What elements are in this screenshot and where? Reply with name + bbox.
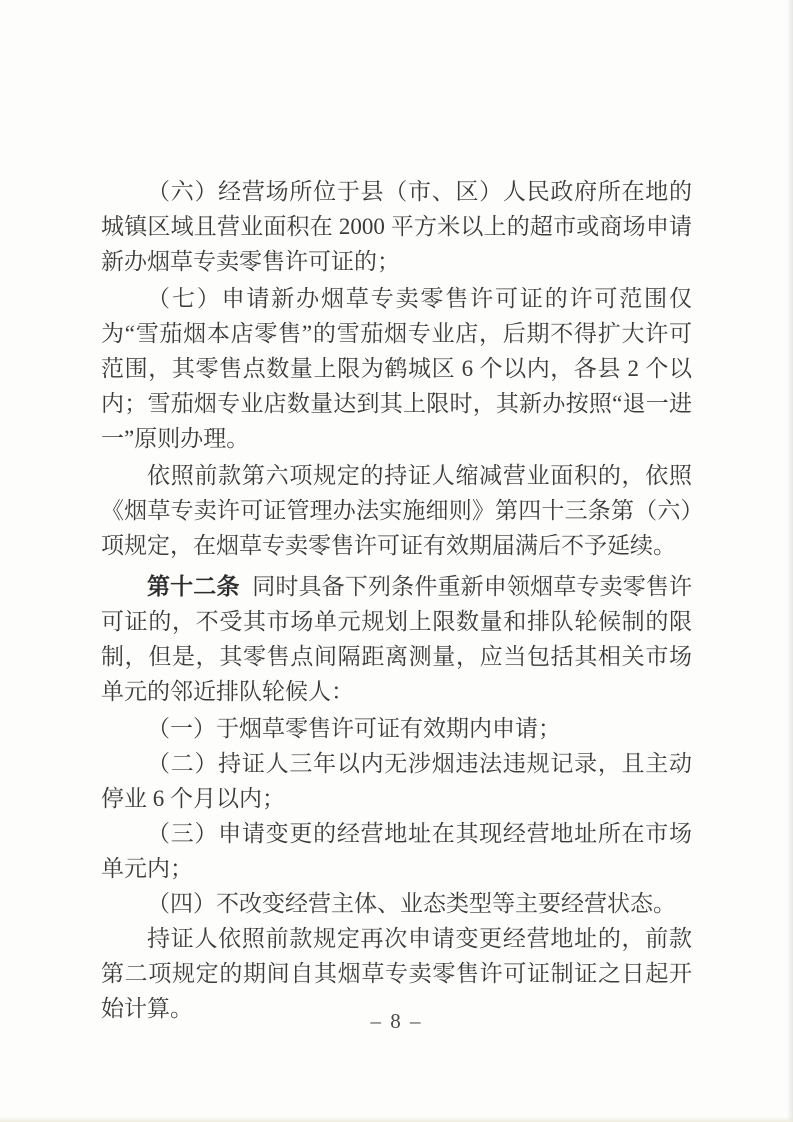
paragraph-text: （四）不改变经营主体、业态类型等主要经营状态。 [147,891,676,916]
paragraph-condition-4 [101,886,692,921]
paragraph-clause-note [101,458,692,563]
paragraph-condition-1 [101,711,692,746]
paragraph-condition-2 [101,746,692,816]
paragraph-text: （六）经营场所位于县（市、区）人民政府所在地的城镇区域且营业面积在 2000 平方米以上的超市或商场申请新办烟草专卖零售许可证的； [101,179,692,274]
paragraph-item-6 [101,174,692,279]
paragraph-text: （三）申请变更的经营地址在其现经营地址所在市场单元内； [101,821,692,881]
paragraph-text: 持证人依照前款规定再次申请变更经营地址的，前款第二项规定的期间自其烟草专卖零售许可证制证之日起开始计算。 [101,926,692,1021]
paragraph-condition-3 [101,816,692,886]
paragraph-text: （二）持证人三年以内无涉烟违法违规记录，且主动停业 6 个月以内； [101,751,692,811]
paragraph-article-12 [101,569,692,709]
paragraph-text: （一）于烟草零售许可证有效期内申请； [147,716,561,741]
document-body [101,174,692,1026]
scan-edge-bottom [0,1117,793,1122]
paragraph-text: （七）申请新办烟草专卖零售许可证的许可范围仅为“雪茄烟本店零售”的雪茄烟专业店，后期不得扩大许可范围，其零售点数量上限为鹤城区 6 个以内，各县 2 个以内；雪茄烟专业店数量达到其上限时，其新办按照“退一进一”原则办理。 [101,286,692,451]
page-number: – 8 – [370,1009,423,1033]
article-number: 第十二条 [147,574,240,599]
paragraph-item-7 [101,281,692,456]
scan-edge-right [787,0,793,1122]
page-footer [0,1006,793,1036]
paragraph-text: 同时具备下列条件重新申领烟草专卖零售许可证的，不受其市场单元规划上限数量和排队轮候制的限制，但是，其零售点间隔距离测量，应当包括其相关市场单元的邻近排队轮候人： [101,574,693,704]
paragraph-text: 依照前款第六项规定的持证人缩减营业面积的，依照《烟草专卖许可证管理办法实施细则》第四十三条第（六）项规定，在烟草专卖零售许可证有效期届满后不予延续。 [101,463,692,558]
